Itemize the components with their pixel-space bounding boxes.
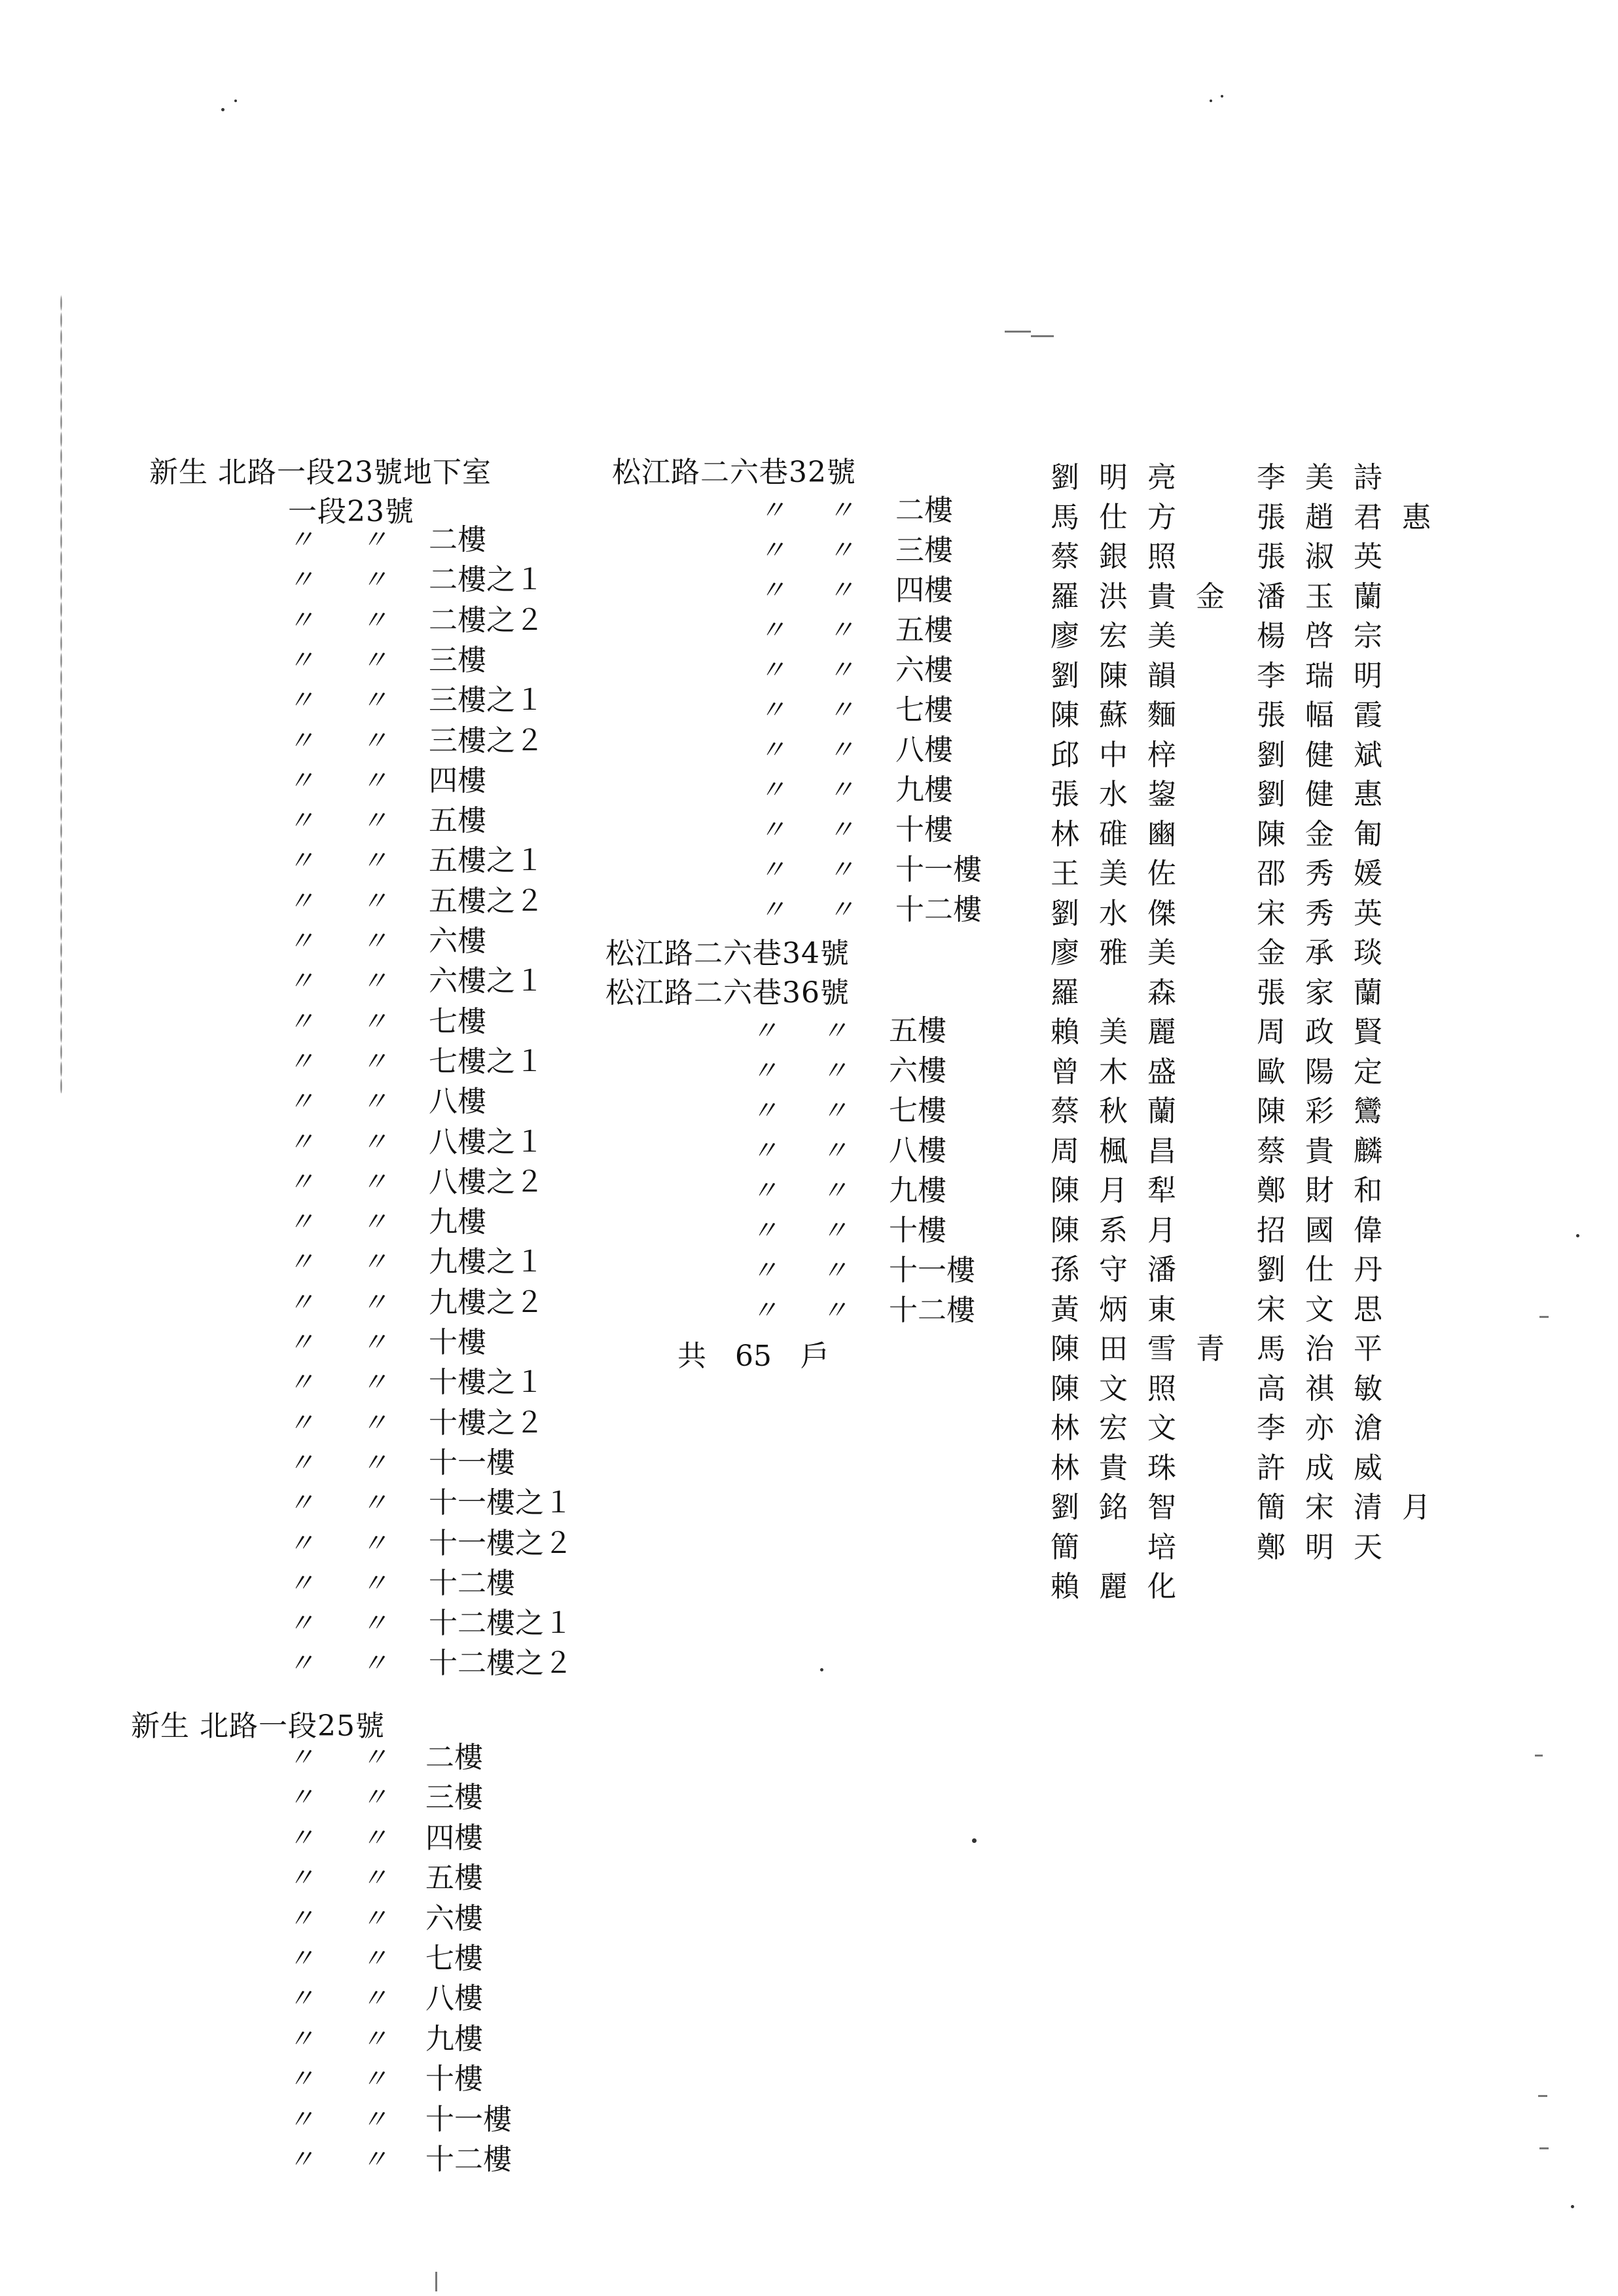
- scan-speck: [221, 108, 225, 111]
- address-heading-xinsheng-23-basement: 新生 北路一段23號地下室: [149, 456, 492, 489]
- ditto-mark: 〃: [288, 1247, 314, 1278]
- resident-name: 陳田雪青: [1051, 1332, 1244, 1366]
- resident-name: 廖雅美: [1051, 936, 1196, 970]
- resident-name: 張趙君惠: [1257, 500, 1450, 534]
- resident-name: 羅 森: [1051, 975, 1196, 1010]
- resident-name: 張淑英: [1257, 540, 1402, 574]
- ditto-mark: 〃: [759, 855, 785, 885]
- resident-name: 馬治平: [1257, 1332, 1402, 1366]
- xinsheng-23-floor-label: 二樓之１: [429, 563, 544, 597]
- songjiang-32-floor-label: 八樓: [895, 733, 953, 767]
- ditto-mark: 〃: [361, 565, 387, 596]
- scan-speck: [1221, 95, 1223, 98]
- xinsheng-23-floor-label: 七樓: [429, 1004, 486, 1038]
- ditto-mark: 〃: [361, 1247, 387, 1278]
- songjiang-32-floor-label: 五樓: [895, 613, 953, 647]
- resident-name: 劉健斌: [1257, 738, 1402, 772]
- resident-name: 陳蘇麵: [1051, 699, 1196, 732]
- ditto-mark: 〃: [288, 1783, 314, 1813]
- xinsheng-23-floor-label: 九樓: [429, 1205, 486, 1239]
- resident-name: 宋文思: [1257, 1292, 1402, 1326]
- ditto-mark: 〃: [828, 735, 854, 765]
- ditto-mark: 〃: [361, 1408, 387, 1438]
- ditto-mark: 〃: [751, 1256, 778, 1286]
- ditto-mark: 〃: [361, 886, 387, 917]
- songjiang-32-floor-label: 九樓: [895, 773, 953, 807]
- ditto-mark: 〃: [361, 926, 387, 957]
- names-column-1: [1051, 458, 1244, 1607]
- songjiang-32-floor-label: 十一樓: [895, 853, 982, 886]
- scan-mark: [1535, 1755, 1543, 1757]
- resident-name: 招國偉: [1257, 1213, 1402, 1247]
- resident-name: 蔡銀照: [1051, 540, 1196, 574]
- songjiang-36-floor-label: 十一樓: [889, 1254, 975, 1287]
- ditto-mark: 〃: [828, 775, 854, 805]
- xinsheng-23-floor-label: 八樓之１: [429, 1125, 544, 1159]
- songjiang-32-floor-label: 七樓: [895, 693, 953, 727]
- ditto-mark: 〃: [288, 725, 314, 756]
- ditto-mark: 〃: [288, 806, 314, 837]
- ditto-mark: 〃: [828, 496, 854, 526]
- resident-name: 歐陽定: [1257, 1055, 1402, 1089]
- ditto-mark: 〃: [759, 775, 785, 805]
- resident-name: 劉水傑: [1051, 896, 1196, 930]
- ditto-mark: 〃: [751, 1296, 778, 1326]
- resident-name: 陳金匍: [1257, 817, 1402, 851]
- ditto-mark: 〃: [288, 1488, 314, 1519]
- scan-mark: [1539, 1316, 1549, 1318]
- resident-name: 邱中梓: [1051, 738, 1196, 772]
- resident-name: 李亦滄: [1257, 1412, 1402, 1445]
- xinsheng-25-floor-label: 十二樓: [425, 2143, 512, 2176]
- xinsheng-25-floor-label: 五樓: [425, 1861, 483, 1895]
- ditto-mark: 〃: [361, 1328, 387, 1358]
- songjiang-36-floor-label: 九樓: [889, 1174, 946, 1207]
- ditto-mark: 〃: [361, 1448, 387, 1478]
- ditto-mark: 〃: [759, 615, 785, 646]
- ditto-mark: 〃: [288, 1528, 314, 1559]
- ditto-mark: 〃: [288, 1167, 314, 1197]
- resident-name: 張水鋆: [1051, 778, 1196, 811]
- ditto-mark: 〃: [751, 1096, 778, 1126]
- xinsheng-23-floor-label: 八樓: [429, 1085, 486, 1119]
- xinsheng-23-floor-label: 二樓: [429, 523, 486, 556]
- ditto-mark: 〃: [759, 735, 785, 765]
- ditto-mark: 〃: [821, 1296, 848, 1326]
- ditto-mark: 〃: [361, 2064, 387, 2095]
- xinsheng-25-floor-label: 三樓: [425, 1781, 483, 1815]
- ditto-mark: 〃: [288, 565, 314, 596]
- scan-mark: [1538, 2095, 1547, 2097]
- xinsheng-23-floor-label: 六樓之１: [429, 964, 544, 998]
- ditto-mark: 〃: [759, 815, 785, 845]
- songjiang-32-floor-label: 四樓: [895, 574, 953, 607]
- resident-name: 林宏文: [1051, 1412, 1196, 1445]
- ditto-mark: 〃: [361, 1528, 387, 1559]
- resident-name: 曾木盛: [1051, 1055, 1196, 1089]
- ditto-mark: 〃: [361, 1944, 387, 1974]
- ditto-mark: 〃: [361, 525, 387, 555]
- scan-edge-dots: [60, 295, 62, 1093]
- scan-mark: [1031, 335, 1054, 337]
- xinsheng-23-floor-label: 十二樓之１: [429, 1607, 573, 1641]
- xinsheng-23-floor-label: 八樓之２: [429, 1165, 544, 1199]
- ditto-mark: 〃: [361, 1863, 387, 1894]
- ditto-mark: 〃: [288, 685, 314, 716]
- resident-name: 廖宏美: [1051, 619, 1196, 653]
- address-heading-xinsheng-23: 一段23號: [288, 495, 414, 528]
- ditto-mark: 〃: [288, 1944, 314, 1974]
- resident-name: 鄭財和: [1257, 1174, 1402, 1207]
- ditto-mark: 〃: [759, 496, 785, 526]
- ditto-mark: 〃: [288, 926, 314, 957]
- ditto-mark: 〃: [361, 2145, 387, 2175]
- xinsheng-23-floor-label: 四樓: [429, 763, 486, 797]
- xinsheng-25-floor-label: 六樓: [425, 1901, 483, 1935]
- ditto-mark: 〃: [828, 895, 854, 925]
- ditto-mark: 〃: [288, 1903, 314, 1934]
- resident-name: 張家蘭: [1257, 975, 1402, 1010]
- ditto-mark: 〃: [361, 1167, 387, 1197]
- resident-name: 簡 培: [1051, 1530, 1196, 1564]
- xinsheng-23-floor-label: 三樓: [429, 643, 486, 677]
- xinsheng-23-floor-label: 五樓: [429, 804, 486, 838]
- resident-name: 楊啓宗: [1257, 619, 1402, 653]
- names-column-2: [1257, 458, 1450, 1567]
- ditto-mark: 〃: [288, 1448, 314, 1478]
- ditto-mark: 〃: [821, 1216, 848, 1246]
- ditto-mark: 〃: [751, 1016, 778, 1046]
- ditto-mark: 〃: [361, 1488, 387, 1519]
- scan-mark: [1005, 331, 1031, 333]
- ditto-mark: 〃: [361, 1568, 387, 1599]
- address-heading-songjiang-36: 松江路二六巷36號: [605, 976, 850, 1010]
- resident-name: 周政賢: [1257, 1015, 1402, 1049]
- resident-name: 黃炳東: [1051, 1292, 1196, 1326]
- ditto-mark: 〃: [288, 2064, 314, 2095]
- ditto-mark: 〃: [288, 846, 314, 877]
- ditto-mark: 〃: [361, 765, 387, 796]
- ditto-mark: 〃: [361, 1743, 387, 1773]
- ditto-mark: 〃: [288, 1127, 314, 1157]
- resident-name: 簡宋清月: [1257, 1491, 1450, 1524]
- ditto-mark: 〃: [828, 536, 854, 566]
- scan-speck: [820, 1668, 823, 1671]
- address-heading-songjiang-34: 松江路二六巷34號: [605, 937, 850, 970]
- xinsheng-23-floor-label: 五樓之２: [429, 884, 544, 918]
- ditto-mark: 〃: [751, 1136, 778, 1166]
- ditto-mark: 〃: [828, 575, 854, 606]
- songjiang-36-floor-label: 八樓: [889, 1134, 946, 1167]
- ditto-mark: 〃: [361, 1649, 387, 1679]
- ditto-mark: 〃: [828, 615, 854, 646]
- ditto-mark: 〃: [288, 605, 314, 636]
- ditto-mark: 〃: [288, 1743, 314, 1773]
- resident-name: 張幅霞: [1257, 699, 1402, 732]
- ditto-mark: 〃: [361, 2024, 387, 2054]
- resident-name: 劉仕丹: [1257, 1253, 1402, 1286]
- ditto-mark: 〃: [361, 1823, 387, 1853]
- ditto-mark: 〃: [361, 605, 387, 636]
- xinsheng-25-floor-label: 十樓: [425, 2062, 483, 2096]
- xinsheng-25-floor-label: 四樓: [425, 1821, 483, 1855]
- ditto-mark: 〃: [288, 1087, 314, 1118]
- ditto-mark: 〃: [361, 1368, 387, 1398]
- songjiang-36-floor-label: 十二樓: [889, 1294, 975, 1327]
- scan-speck: [1571, 2205, 1574, 2208]
- xinsheng-23-floor-label: 三樓之２: [429, 723, 544, 757]
- xinsheng-25-floor-label: 二樓: [425, 1741, 483, 1774]
- ditto-mark: 〃: [361, 645, 387, 676]
- ditto-mark: 〃: [288, 1006, 314, 1037]
- resident-name: 周楓昌: [1051, 1134, 1196, 1168]
- xinsheng-23-floor-label: 二樓之２: [429, 603, 544, 637]
- ditto-mark: 〃: [821, 1016, 848, 1046]
- ditto-mark: 〃: [288, 525, 314, 555]
- scan-speck: [234, 100, 237, 102]
- ditto-mark: 〃: [288, 886, 314, 917]
- ditto-mark: 〃: [361, 1006, 387, 1037]
- resident-name: 劉明亮: [1051, 461, 1196, 494]
- resident-name: 孫守潘: [1051, 1253, 1196, 1286]
- ditto-mark: 〃: [361, 2104, 387, 2135]
- resident-name: 陳月犁: [1051, 1174, 1196, 1207]
- resident-name: 高祺敏: [1257, 1372, 1402, 1406]
- resident-name: 李美詩: [1257, 461, 1402, 494]
- ditto-mark: 〃: [361, 725, 387, 756]
- resident-name: 陳系月: [1051, 1213, 1196, 1247]
- ditto-mark: 〃: [361, 1609, 387, 1639]
- ditto-mark: 〃: [821, 1136, 848, 1166]
- ditto-mark: 〃: [361, 1046, 387, 1077]
- songjiang-32-floor-label: 十二樓: [895, 893, 982, 926]
- scan-speck: [1576, 1234, 1579, 1237]
- resident-name: 鄭明天: [1257, 1530, 1402, 1564]
- xinsheng-25-floor-label: 九樓: [425, 2022, 483, 2056]
- ditto-mark: 〃: [361, 1903, 387, 1934]
- xinsheng-23-floor-label: 十一樓之２: [429, 1526, 573, 1560]
- resident-name: 邵秀媛: [1257, 857, 1402, 890]
- ditto-mark: 〃: [288, 1287, 314, 1318]
- scan-mark: [435, 2272, 437, 2291]
- songjiang-32-floor-label: 二樓: [895, 494, 953, 527]
- xinsheng-23-floor-label: 十一樓: [429, 1446, 515, 1480]
- resident-name: 賴麗化: [1051, 1570, 1196, 1603]
- ditto-mark: 〃: [751, 1216, 778, 1246]
- ditto-mark: 〃: [759, 655, 785, 685]
- xinsheng-23-floor-label: 十樓之１: [429, 1366, 544, 1400]
- xinsheng-25-floor-label: 八樓: [425, 1982, 483, 2016]
- resident-name: 金承琰: [1257, 936, 1402, 970]
- xinsheng-25-floor-label: 七樓: [425, 1942, 483, 1975]
- ditto-mark: 〃: [828, 815, 854, 845]
- songjiang-32-floor-label: 十樓: [895, 813, 953, 847]
- ditto-mark: 〃: [288, 645, 314, 676]
- ditto-mark: 〃: [361, 1207, 387, 1238]
- resident-name: 劉銘智: [1051, 1491, 1196, 1524]
- ditto-mark: 〃: [361, 1087, 387, 1118]
- xinsheng-25-floor-label: 十一樓: [425, 2102, 512, 2136]
- songjiang-36-floor-label: 十樓: [889, 1214, 946, 1247]
- xinsheng-23-floor-label: 十二樓: [429, 1566, 515, 1600]
- resident-name: 許成威: [1257, 1451, 1402, 1485]
- resident-name: 陳彩鸞: [1257, 1095, 1402, 1128]
- ditto-mark: 〃: [361, 1984, 387, 2014]
- ditto-mark: 〃: [828, 655, 854, 685]
- ditto-mark: 〃: [361, 1127, 387, 1157]
- scan-mark: [1539, 2147, 1549, 2149]
- xinsheng-23-floor-label: 十一樓之１: [429, 1486, 573, 1520]
- ditto-mark: 〃: [821, 1256, 848, 1286]
- ditto-mark: 〃: [821, 1176, 848, 1206]
- songjiang-32-floor-label: 六樓: [895, 653, 953, 687]
- resident-name: 林貴珠: [1051, 1451, 1196, 1485]
- ditto-mark: 〃: [759, 695, 785, 725]
- resident-name: 賴美麗: [1051, 1015, 1196, 1049]
- resident-name: 宋秀英: [1257, 896, 1402, 930]
- ditto-mark: 〃: [821, 1056, 848, 1086]
- address-heading-xinsheng-25: 新生 北路一段25號: [131, 1709, 385, 1743]
- ditto-mark: 〃: [288, 1368, 314, 1398]
- songjiang-36-floor-label: 六樓: [889, 1054, 946, 1087]
- ditto-mark: 〃: [759, 575, 785, 606]
- songjiang-36-floor-label: 七樓: [889, 1094, 946, 1127]
- resident-name: 李瑞明: [1257, 659, 1402, 693]
- ditto-mark: 〃: [361, 966, 387, 997]
- xinsheng-23-floor-label: 三樓之１: [429, 683, 544, 718]
- ditto-mark: 〃: [288, 1568, 314, 1599]
- songjiang-36-floor-label: 五樓: [889, 1014, 946, 1048]
- ditto-mark: 〃: [288, 1863, 314, 1894]
- ditto-mark: 〃: [361, 806, 387, 837]
- ditto-mark: 〃: [361, 1287, 387, 1318]
- ditto-mark: 〃: [828, 855, 854, 885]
- ditto-mark: 〃: [361, 846, 387, 877]
- scan-speck: [1210, 100, 1212, 102]
- ditto-mark: 〃: [288, 1408, 314, 1438]
- resident-name: 劉健惠: [1257, 778, 1402, 811]
- xinsheng-23-floor-label: 九樓之１: [429, 1245, 544, 1279]
- ditto-mark: 〃: [288, 2104, 314, 2135]
- ditto-mark: 〃: [288, 1649, 314, 1679]
- ditto-mark: 〃: [288, 1984, 314, 2014]
- ditto-mark: 〃: [288, 765, 314, 796]
- songjiang-32-floor-label: 三樓: [895, 534, 953, 567]
- ditto-mark: 〃: [759, 536, 785, 566]
- ditto-mark: 〃: [288, 1823, 314, 1853]
- resident-name: 馬仕方: [1051, 500, 1196, 534]
- household-total: 共 65 戶: [677, 1339, 829, 1373]
- resident-name: 蔡秋蘭: [1051, 1095, 1196, 1128]
- xinsheng-23-floor-label: 九樓之２: [429, 1285, 544, 1319]
- ditto-mark: 〃: [821, 1096, 848, 1126]
- resident-name: 王美佐: [1051, 857, 1196, 890]
- resident-name: 蔡貴麟: [1257, 1134, 1402, 1168]
- xinsheng-23-floor-label: 七樓之１: [429, 1044, 544, 1078]
- resident-name: 羅洪貴金: [1051, 579, 1244, 613]
- resident-name: 劉陳韻: [1051, 659, 1196, 693]
- ditto-mark: 〃: [288, 1609, 314, 1639]
- ditto-mark: 〃: [828, 695, 854, 725]
- ditto-mark: 〃: [288, 2024, 314, 2054]
- xinsheng-23-floor-label: 十二樓之２: [429, 1647, 573, 1681]
- resident-name: 林碓豳: [1051, 817, 1196, 851]
- xinsheng-23-floor-label: 十樓: [429, 1326, 486, 1359]
- ditto-mark: 〃: [759, 895, 785, 925]
- ditto-mark: 〃: [288, 966, 314, 997]
- ditto-mark: 〃: [288, 2145, 314, 2175]
- xinsheng-23-floor-label: 十樓之２: [429, 1406, 544, 1440]
- ditto-mark: 〃: [288, 1207, 314, 1238]
- ditto-mark: 〃: [361, 685, 387, 716]
- xinsheng-23-floor-label: 六樓: [429, 924, 486, 958]
- ditto-mark: 〃: [751, 1176, 778, 1206]
- ditto-mark: 〃: [288, 1046, 314, 1077]
- ditto-mark: 〃: [361, 1783, 387, 1813]
- address-heading-songjiang-32: 松江路二六巷32號: [612, 456, 856, 489]
- ditto-mark: 〃: [288, 1328, 314, 1358]
- resident-name: 潘玉蘭: [1257, 579, 1402, 613]
- scan-speck: [972, 1838, 977, 1843]
- xinsheng-23-floor-label: 五樓之１: [429, 844, 544, 878]
- ditto-mark: 〃: [751, 1056, 778, 1086]
- resident-name: 陳文照: [1051, 1372, 1196, 1406]
